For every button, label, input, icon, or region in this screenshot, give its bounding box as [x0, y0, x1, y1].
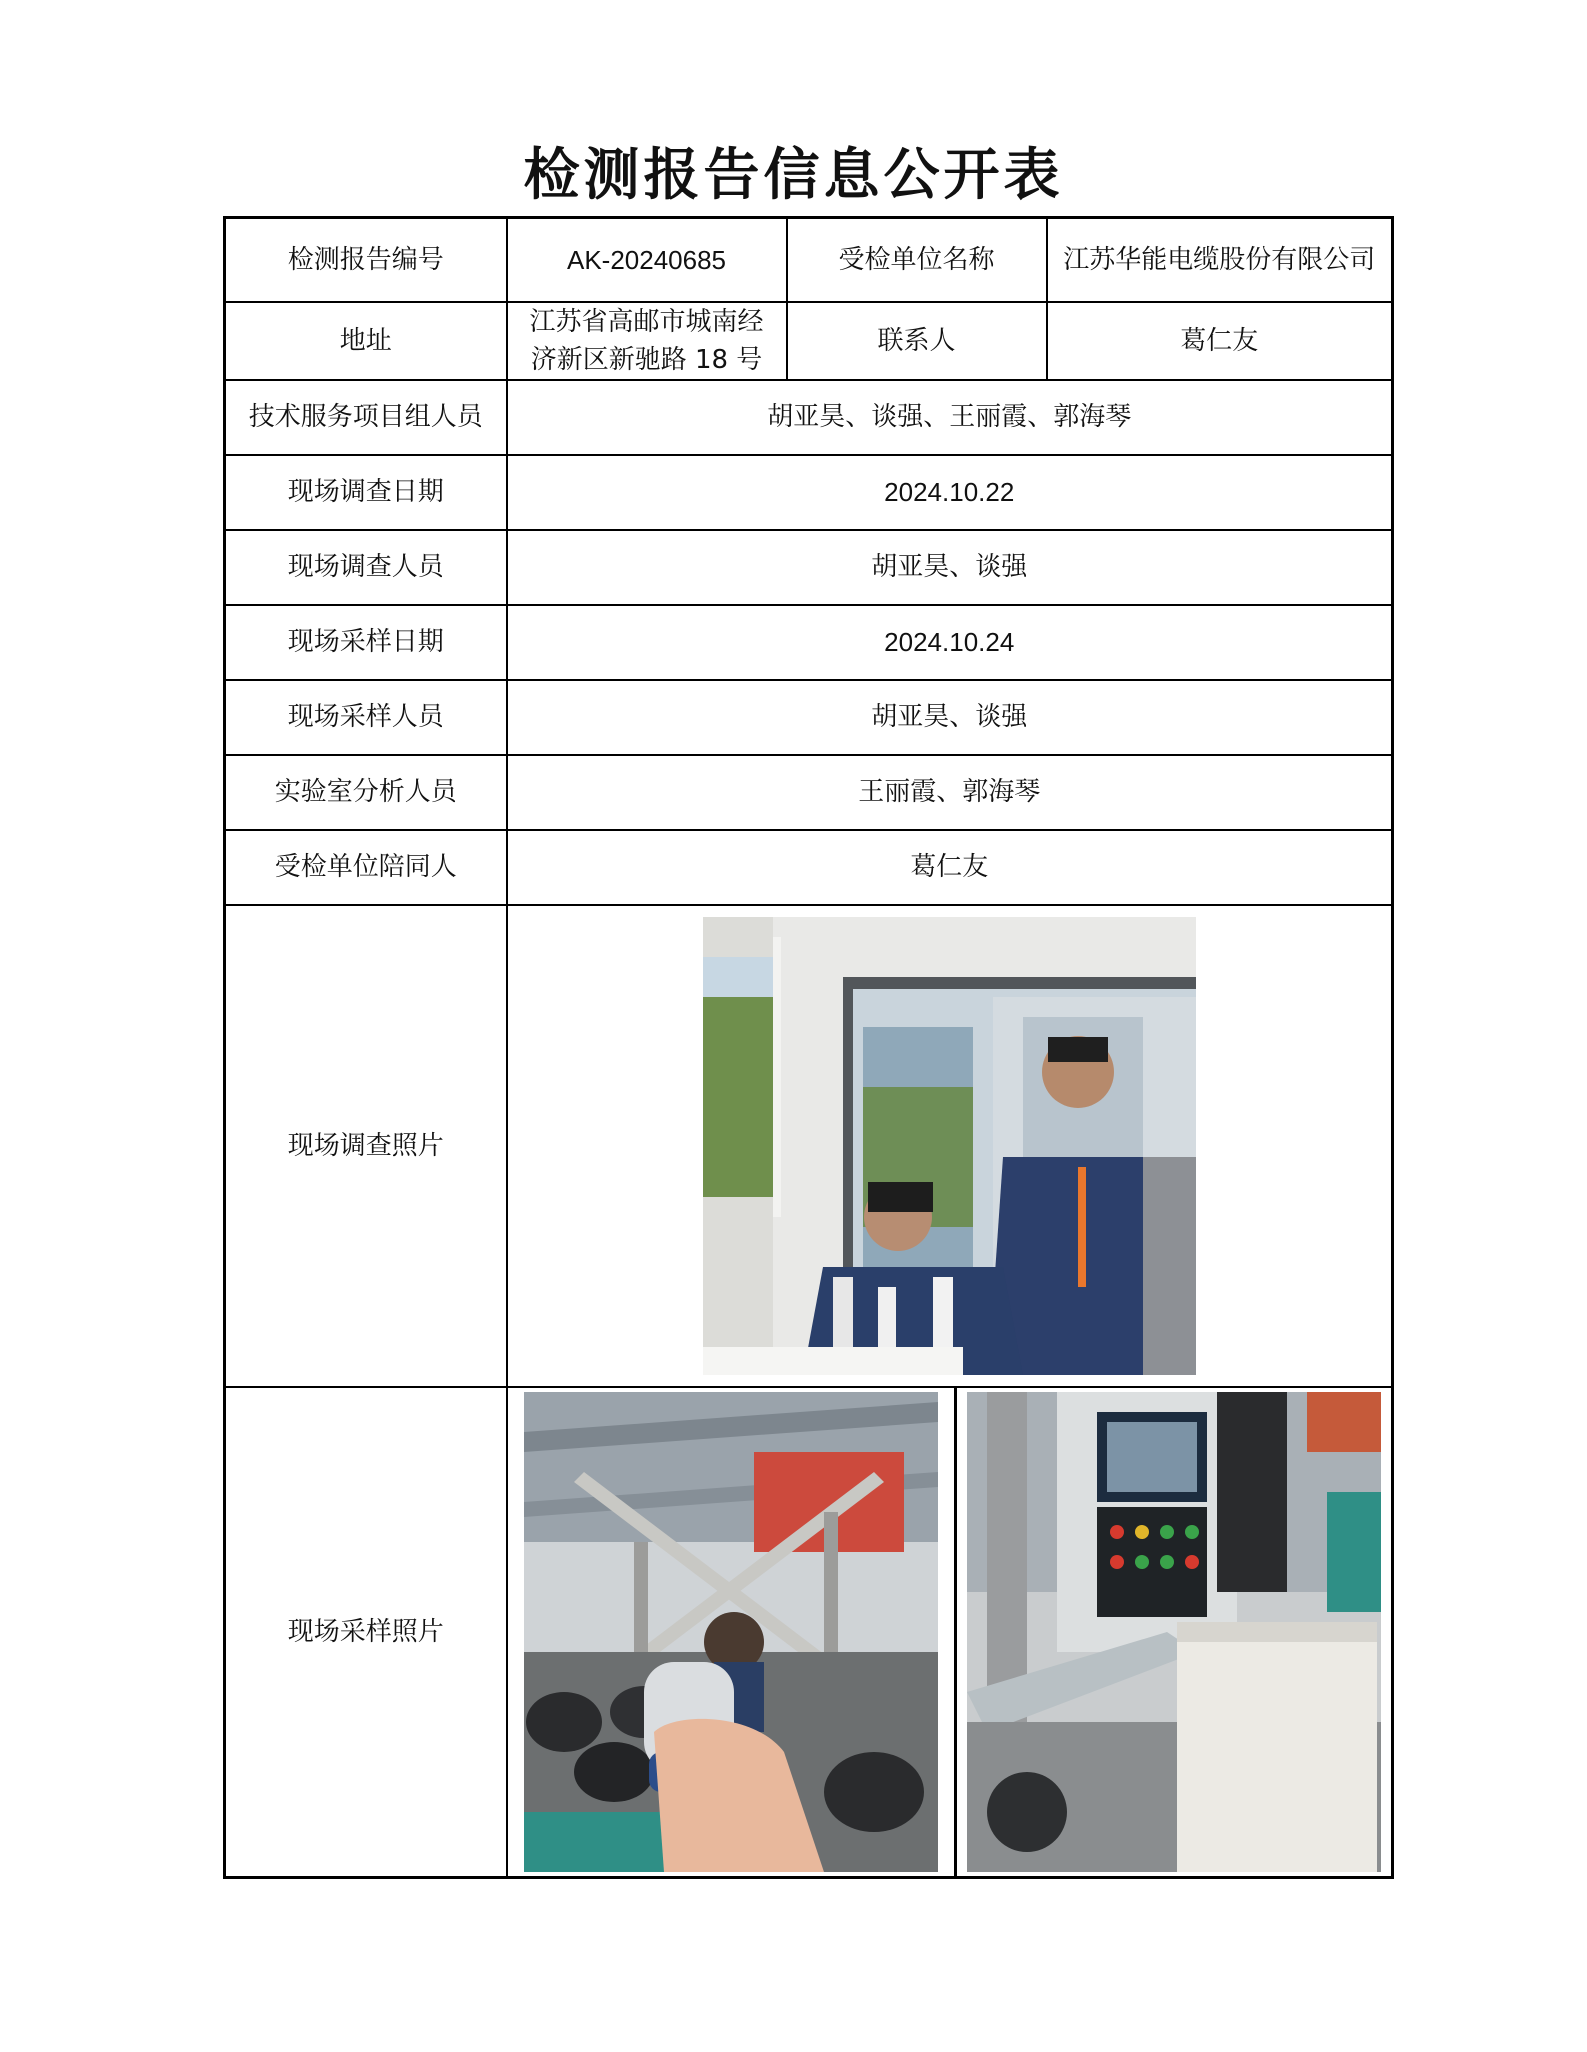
row-address	[225, 302, 1393, 380]
report-no-label: 检测报告编号	[225, 218, 507, 302]
survey-date-value: 2024.10.22	[507, 455, 1393, 530]
contact-label: 联系人	[787, 302, 1047, 380]
sampling-photo-right	[967, 1392, 1381, 1872]
address-value: 江苏省高邮市城南经济新区新驰路 18 号	[507, 302, 787, 380]
report-info-table	[223, 216, 1394, 1879]
sampling-photo-left	[524, 1392, 938, 1872]
contact-value: 葛仁友	[1047, 302, 1393, 380]
sampling-staff-value: 胡亚昊、谈强	[507, 680, 1393, 755]
escort-value: 葛仁友	[507, 830, 1393, 905]
sampling-photo-label: 现场采样照片	[225, 1387, 507, 1878]
survey-staff-label: 现场调查人员	[225, 530, 507, 605]
team-value: 胡亚昊、谈强、王丽霞、郭海琴	[507, 380, 1393, 455]
row-escort	[225, 830, 1393, 905]
page-title: 检测报告信息公开表	[523, 142, 1064, 208]
sampling-photo-cell	[507, 1387, 1393, 1878]
sampling-date-value: 2024.10.24	[507, 605, 1393, 680]
row-team	[225, 380, 1393, 455]
survey-photo-label: 现场调查照片	[225, 905, 507, 1387]
row-survey-photo	[225, 905, 1393, 1387]
lab-staff-value: 王丽霞、郭海琴	[507, 755, 1393, 830]
row-sampling-date	[225, 605, 1393, 680]
survey-photo	[703, 917, 1196, 1375]
address-label: 地址	[225, 302, 507, 380]
escort-label: 受检单位陪同人	[225, 830, 507, 905]
survey-photo-cell	[507, 905, 1393, 1387]
survey-staff-value: 胡亚昊、谈强	[507, 530, 1393, 605]
row-survey-date	[225, 455, 1393, 530]
sampling-staff-label: 现场采样人员	[225, 680, 507, 755]
row-lab-staff	[225, 755, 1393, 830]
lab-staff-label: 实验室分析人员	[225, 755, 507, 830]
sampling-date-label: 现场采样日期	[225, 605, 507, 680]
row-report-no	[225, 218, 1393, 302]
row-sampling-photo	[225, 1387, 1393, 1878]
row-sampling-staff	[225, 680, 1393, 755]
team-label: 技术服务项目组人员	[225, 380, 507, 455]
unit-name-value: 江苏华能电缆股份有限公司	[1047, 218, 1393, 302]
unit-name-label: 受检单位名称	[787, 218, 1047, 302]
report-no-value: AK-20240685	[507, 218, 787, 302]
survey-date-label: 现场调查日期	[225, 455, 507, 530]
row-survey-staff	[225, 530, 1393, 605]
